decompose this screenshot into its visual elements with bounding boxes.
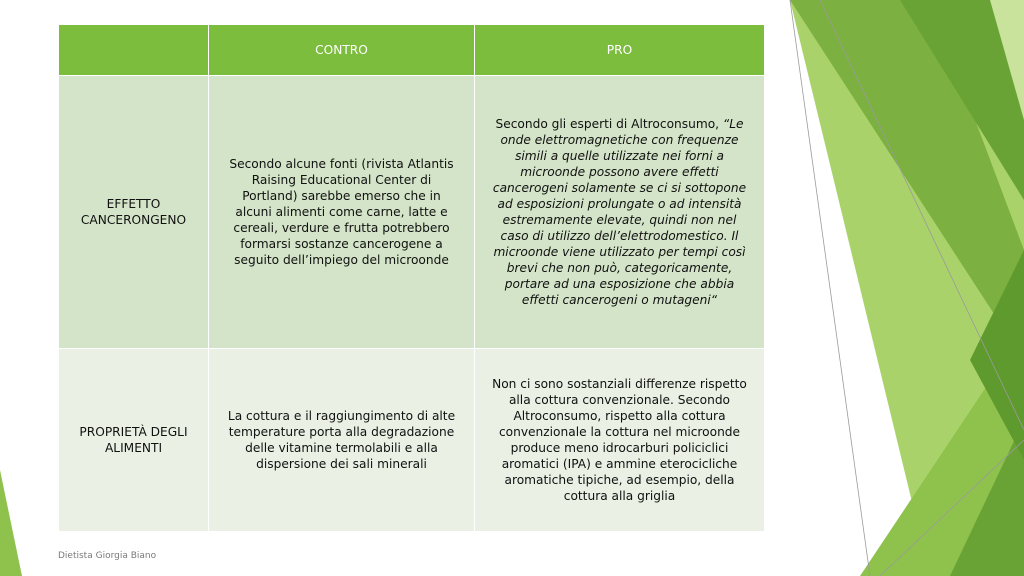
header-pro: PRO	[475, 25, 765, 76]
header-contro: CONTRO	[209, 25, 475, 76]
row-label: EFFETTO CANCERONGENO	[59, 76, 209, 349]
header-empty-cell	[59, 25, 209, 76]
row-label: PROPRIETÀ DEGLI ALIMENTI	[59, 349, 209, 532]
pro-cell: Non ci sono sostanziali differenze rispetto alla cottura convenzionale. Secondo Altroconsumo, rispetto alla cottura convenzionale la cottura nel microonde produce meno idrocarburi policiclici aromatici (IPA) e ammine eterocicliche aromatiche tipiche, ad esempio, della cottura alla griglia	[475, 349, 765, 532]
pro-quote-text: “Le onde elettromagnetiche con frequenze simili a quelle utilizzate nei forni a microonde possono avere effetti cancerogeni solamente se ci si sottopone ad esposizioni prolungate o ad intensità estremamente elevate, quindi non nel caso di utilizzo dell’elettrodomestico. Il microonde viene utilizzato per tempi così brevi che non può, categoricamente, portare ad una esposizione che abbia effetti cancerogeni o mutageni“	[492, 117, 747, 307]
pro-cell	[475, 76, 765, 349]
contro-cell: Secondo alcune fonti (rivista Atlantis Raising Educational Center di Portland) sarebbe emerso che in alcuni alimenti come carne, latte e cereali, verdure e frutta potrebbero formarsi sostanze cancerogene a seguito dell’impiego del microonde	[209, 76, 475, 349]
table-row	[59, 349, 765, 532]
decor-shard-left	[0, 470, 22, 576]
comparison-table	[58, 24, 765, 532]
pro-intro-text: Secondo gli esperti di Altroconsumo,	[495, 117, 720, 131]
table-header-row	[59, 25, 765, 76]
table-row	[59, 76, 765, 349]
footer-author: Dietista Giorgia Biano	[58, 551, 157, 561]
contro-cell: La cottura e il raggiungimento di alte temperature porta alla degradazione delle vitamine termolabili e alla dispersione dei sali minerali	[209, 349, 475, 532]
